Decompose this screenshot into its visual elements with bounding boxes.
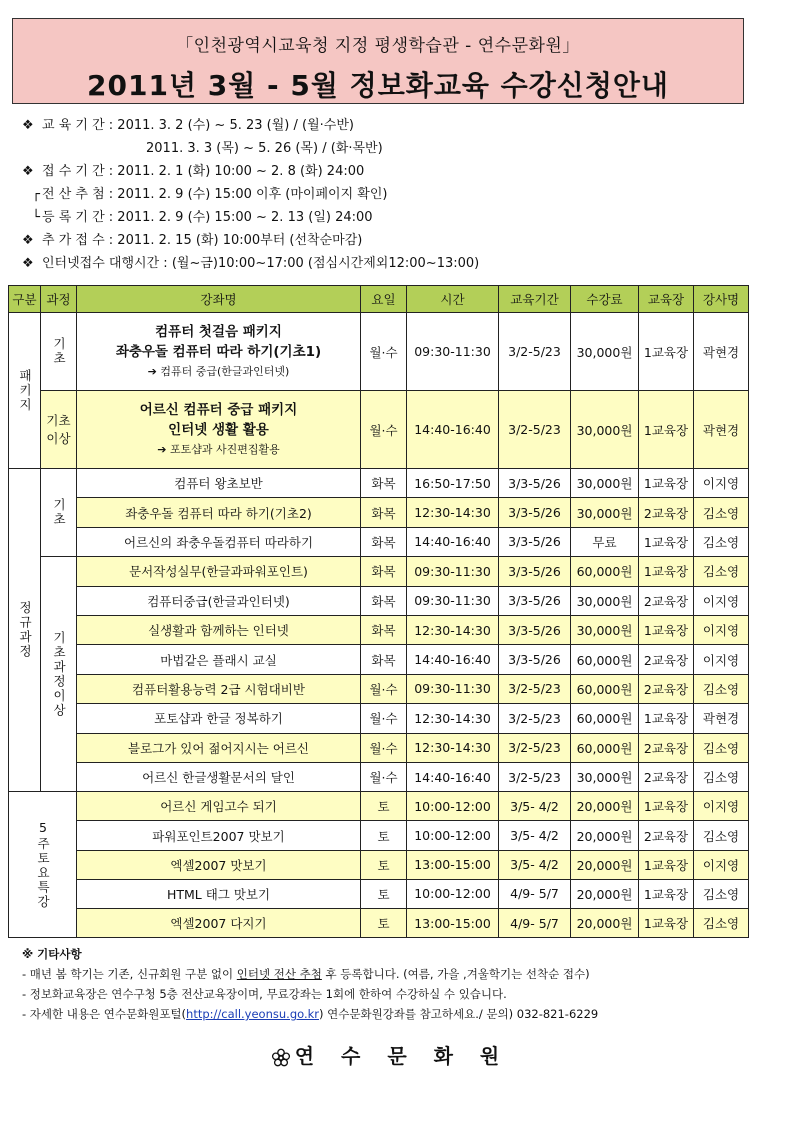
teacher-cell: 김소영 — [694, 674, 749, 703]
banner-subtitle: 「인천광역시교육청 지정 평생학습관 - 연수문화원」 — [176, 36, 580, 56]
period-cell: 3/3-5/26 — [499, 527, 571, 556]
day-cell: 화목 — [361, 469, 407, 498]
class-name-cell: 문서작성실무(한글과파워포인트) — [77, 557, 361, 586]
room-cell: 2교육장 — [639, 586, 694, 615]
package-note: ➔ 포토샵과 사진편집활용 — [157, 442, 280, 456]
class-name-cell: 어르신 게임고수 되기 — [77, 792, 361, 821]
time-cell: 14:40-16:40 — [407, 762, 499, 791]
header-time: 시간 — [407, 286, 499, 313]
room-cell: 1교육장 — [639, 557, 694, 586]
table-row — [9, 733, 749, 762]
fee-cell: 60,000원 — [571, 704, 639, 733]
time-cell: 10:00-12:00 — [407, 879, 499, 908]
package-name-cell — [77, 313, 361, 391]
teacher-cell: 김소영 — [694, 909, 749, 938]
bracket-bottom-icon: └ — [32, 210, 40, 225]
class-name-cell: 블로그가 있어 젊어지시는 어르신 — [77, 733, 361, 762]
period-cell: 3/3-5/26 — [499, 469, 571, 498]
class-name-cell: 컴퓨터중급(한글과인터넷) — [77, 586, 361, 615]
package-title-2: 인터넷 생활 활용 — [168, 421, 269, 438]
table-row — [9, 909, 749, 938]
time-cell: 12:30-14:30 — [407, 615, 499, 644]
day-cell: 월·수 — [361, 313, 407, 391]
time-cell: 09:30-11:30 — [407, 674, 499, 703]
teacher-cell: 곽현경 — [694, 704, 749, 733]
fee-cell: 60,000원 — [571, 733, 639, 762]
teacher-cell: 곽현경 — [694, 313, 749, 391]
period-cell: 3/3-5/26 — [499, 498, 571, 527]
day-cell: 화목 — [361, 615, 407, 644]
class-name-cell: 포토샵과 한글 정복하기 — [77, 704, 361, 733]
room-cell: 2교육장 — [639, 498, 694, 527]
teacher-cell: 곽현경 — [694, 391, 749, 469]
table-row — [9, 645, 749, 674]
day-cell: 화목 — [361, 557, 407, 586]
fee-cell: 무료 — [571, 527, 639, 556]
day-cell: 화목 — [361, 586, 407, 615]
fee-cell: 20,000원 — [571, 879, 639, 908]
info-enroll: └ 등 록 기 간 : 2011. 2. 9 (수) 15:00 ~ 2. 13 (일) 24:00 — [22, 206, 762, 229]
day-cell: 화목 — [361, 645, 407, 674]
room-cell: 1교육장 — [639, 704, 694, 733]
group-saturday-cell: 5주토요특강 — [9, 792, 77, 938]
room-cell: 2교육장 — [639, 733, 694, 762]
day-cell: 월·수 — [361, 391, 407, 469]
teacher-cell: 이지영 — [694, 586, 749, 615]
room-cell: 1교육장 — [639, 391, 694, 469]
period-cell: 3/3-5/26 — [499, 557, 571, 586]
day-cell: 토 — [361, 821, 407, 850]
class-name-cell: HTML 태그 맛보기 — [77, 879, 361, 908]
day-cell: 월·수 — [361, 674, 407, 703]
day-cell: 월·수 — [361, 733, 407, 762]
period-cell: 3/2-5/23 — [499, 391, 571, 469]
time-cell: 13:00-15:00 — [407, 909, 499, 938]
fee-cell: 30,000원 — [571, 469, 639, 498]
level-cell: 기초 — [41, 313, 77, 391]
table-row — [9, 879, 749, 908]
teacher-cell: 김소영 — [694, 879, 749, 908]
time-cell: 12:30-14:30 — [407, 733, 499, 762]
notes-section — [22, 944, 782, 1024]
time-cell: 14:40-16:40 — [407, 391, 499, 469]
room-cell: 2교육장 — [639, 645, 694, 674]
room-cell: 1교육장 — [639, 850, 694, 879]
period-cell: 4/9- 5/7 — [499, 879, 571, 908]
table-row — [9, 391, 749, 469]
class-name-cell: 컴퓨터 왕초보반 — [77, 469, 361, 498]
notes-title: ※ 기타사항 — [22, 947, 82, 961]
header-category: 구분 — [9, 286, 41, 313]
time-cell: 12:30-14:30 — [407, 498, 499, 527]
teacher-cell: 김소영 — [694, 733, 749, 762]
class-name-cell: 컴퓨터활용능력 2급 시험대비반 — [77, 674, 361, 703]
time-cell: 12:30-14:30 — [407, 704, 499, 733]
group-package-cell: 패키지 — [9, 313, 41, 469]
time-cell: 13:00-15:00 — [407, 850, 499, 879]
class-name-cell: 마법같은 플래시 교실 — [77, 645, 361, 674]
day-cell: 토 — [361, 850, 407, 879]
teacher-cell: 이지영 — [694, 469, 749, 498]
period-cell: 3/5- 4/2 — [499, 850, 571, 879]
time-cell: 16:50-17:50 — [407, 469, 499, 498]
room-cell: 1교육장 — [639, 527, 694, 556]
diamond-bullet-icon: ❖ — [22, 256, 34, 271]
table-header-row — [9, 286, 749, 313]
room-cell: 1교육장 — [639, 909, 694, 938]
table-row — [9, 615, 749, 644]
period-cell: 3/3-5/26 — [499, 645, 571, 674]
class-name-cell: 좌충우돌 컴퓨터 따라 하기(기초2) — [77, 498, 361, 527]
diamond-bullet-icon: ❖ — [22, 233, 34, 248]
fee-cell: 20,000원 — [571, 850, 639, 879]
info-edu-period-2: 2011. 3. 3 (목) ~ 5. 26 (목) / (화·목반) — [146, 141, 383, 156]
fee-cell: 20,000원 — [571, 909, 639, 938]
class-name-cell: 실생활과 함께하는 인터넷 — [77, 615, 361, 644]
fee-cell: 30,000원 — [571, 615, 639, 644]
time-cell: 10:00-12:00 — [407, 792, 499, 821]
time-cell: 09:30-11:30 — [407, 586, 499, 615]
class-name-cell: 엑셀2007 다지기 — [77, 909, 361, 938]
header-room: 교육장 — [639, 286, 694, 313]
schedule-info — [22, 114, 762, 275]
day-cell: 월·수 — [361, 762, 407, 791]
portal-link[interactable]: http://call.yeonsu.go.kr — [186, 1007, 319, 1021]
room-cell: 1교육장 — [639, 879, 694, 908]
level-cell: 기초이상 — [41, 391, 77, 469]
period-cell: 3/2-5/23 — [499, 313, 571, 391]
flower-logo-icon — [271, 1048, 291, 1068]
class-name-cell: 엑셀2007 맛보기 — [77, 850, 361, 879]
note-line-1: - 매년 봄 학기는 기존, 신규회원 구분 없이 인터넷 전산 추첨 후 등록합니다. (여름, 가을 ,겨울학기는 선착순 접수) — [22, 967, 590, 981]
info-edu-period: ❖ 교 육 기 간 : 2011. 3. 2 (수) ~ 5. 23 (월) / (월·수반) — [22, 114, 762, 137]
day-cell: 화목 — [361, 527, 407, 556]
table-row — [9, 821, 749, 850]
header-course: 과정 — [41, 286, 77, 313]
package-title-1: 컴퓨터 첫걸음 패키지 — [155, 323, 282, 340]
room-cell: 1교육장 — [639, 313, 694, 391]
fee-cell: 30,000원 — [571, 498, 639, 527]
fee-cell: 30,000원 — [571, 391, 639, 469]
level-cell: 기초 — [41, 469, 77, 557]
period-cell: 3/5- 4/2 — [499, 792, 571, 821]
teacher-cell: 김소영 — [694, 821, 749, 850]
time-cell: 14:40-16:40 — [407, 645, 499, 674]
table-row — [9, 469, 749, 498]
header-fee: 수강료 — [571, 286, 639, 313]
teacher-cell: 김소영 — [694, 527, 749, 556]
diamond-bullet-icon: ❖ — [22, 118, 34, 133]
note-line-3: - 자세한 내용은 연수문화원포털(http://call.yeonsu.go.kr) 연수문화원강좌를 참고하세요./ 문의) 032-821-6229 — [22, 1007, 599, 1021]
header-class-name: 강좌명 — [77, 286, 361, 313]
info-lottery: ┌ 전 산 추 첨 : 2011. 2. 9 (수) 15:00 이후 (마이페이지 확인) — [22, 183, 762, 206]
info-extra: ❖ 추 가 접 수 : 2011. 2. 15 (화) 10:00부터 (선착순마감) — [22, 229, 762, 252]
teacher-cell: 이지영 — [694, 792, 749, 821]
teacher-cell: 이지영 — [694, 615, 749, 644]
time-cell: 10:00-12:00 — [407, 821, 499, 850]
room-cell: 2교육장 — [639, 762, 694, 791]
header-day: 요일 — [361, 286, 407, 313]
group-regular-cell: 정규과정 — [9, 469, 41, 792]
period-cell: 3/3-5/26 — [499, 586, 571, 615]
period-cell: 3/2-5/23 — [499, 674, 571, 703]
period-cell: 3/2-5/23 — [499, 704, 571, 733]
room-cell: 1교육장 — [639, 469, 694, 498]
day-cell: 화목 — [361, 498, 407, 527]
teacher-cell: 김소영 — [694, 557, 749, 586]
footer-org-name: 연 수 문 화 원 — [294, 1044, 510, 1068]
day-cell: 토 — [361, 792, 407, 821]
fee-cell: 30,000원 — [571, 313, 639, 391]
table-row — [9, 557, 749, 586]
note-line-2: - 정보화교육장은 연수구청 5층 전산교육장이며, 무료강좌는 1회에 한하여 수강하실 수 있습니다. — [22, 987, 507, 1001]
teacher-cell: 김소영 — [694, 762, 749, 791]
time-cell: 09:30-11:30 — [407, 557, 499, 586]
table-row — [9, 586, 749, 615]
diamond-bullet-icon: ❖ — [22, 164, 34, 179]
bracket-top-icon: ┌ — [32, 187, 40, 202]
fee-cell: 60,000원 — [571, 674, 639, 703]
info-internet: ❖ 인터넷접수 대행시간 : (월~금)10:00~17:00 (점심시간제외12:00~13:00) — [22, 252, 762, 275]
table-row — [9, 792, 749, 821]
room-cell: 2교육장 — [639, 674, 694, 703]
teacher-cell: 이지영 — [694, 850, 749, 879]
table-row — [9, 762, 749, 791]
day-cell: 토 — [361, 879, 407, 908]
fee-cell: 60,000원 — [571, 557, 639, 586]
period-cell: 4/9- 5/7 — [499, 909, 571, 938]
room-cell: 1교육장 — [639, 792, 694, 821]
info-reg-period: ❖ 접 수 기 간 : 2011. 2. 1 (화) 10:00 ~ 2. 8 (화) 24:00 — [22, 160, 762, 183]
period-cell: 3/3-5/26 — [499, 615, 571, 644]
class-name-cell: 어르신의 좌충우돌컴퓨터 따라하기 — [77, 527, 361, 556]
table-row — [9, 313, 749, 391]
room-cell: 2교육장 — [639, 821, 694, 850]
table-row — [9, 527, 749, 556]
level-cell: 기초과정이상 — [41, 557, 77, 792]
package-note: ➔ 컴퓨터 중급(한글과인터넷) — [147, 364, 290, 378]
fee-cell: 30,000원 — [571, 762, 639, 791]
period-cell: 3/2-5/23 — [499, 733, 571, 762]
fee-cell: 30,000원 — [571, 586, 639, 615]
package-title-2: 좌충우돌 컴퓨터 따라 하기(기초1) — [115, 343, 322, 360]
class-name-cell: 어르신 한글생활문서의 달인 — [77, 762, 361, 791]
period-cell: 3/5- 4/2 — [499, 821, 571, 850]
teacher-cell: 김소영 — [694, 498, 749, 527]
teacher-cell: 이지영 — [694, 645, 749, 674]
period-cell: 3/2-5/23 — [499, 762, 571, 791]
fee-cell: 20,000원 — [571, 821, 639, 850]
room-cell: 1교육장 — [639, 615, 694, 644]
header-teacher: 강사명 — [694, 286, 749, 313]
fee-cell: 60,000원 — [571, 645, 639, 674]
time-cell: 14:40-16:40 — [407, 527, 499, 556]
fee-cell: 20,000원 — [571, 792, 639, 821]
page-title: 2011년 3월 - 5월 정보화교육 수강신청안내 — [87, 69, 669, 102]
time-cell: 09:30-11:30 — [407, 313, 499, 391]
class-name-cell: 파워포인트2007 맛보기 — [77, 821, 361, 850]
footer-org — [0, 1040, 780, 1069]
course-table — [8, 285, 749, 938]
day-cell: 월·수 — [361, 704, 407, 733]
table-row — [9, 850, 749, 879]
table-row — [9, 704, 749, 733]
package-name-cell — [77, 391, 361, 469]
package-title-1: 어르신 컴퓨터 중급 패키지 — [139, 401, 298, 418]
table-row — [9, 498, 749, 527]
title-banner — [12, 18, 744, 104]
table-row — [9, 674, 749, 703]
day-cell: 토 — [361, 909, 407, 938]
header-period: 교육기간 — [499, 286, 571, 313]
